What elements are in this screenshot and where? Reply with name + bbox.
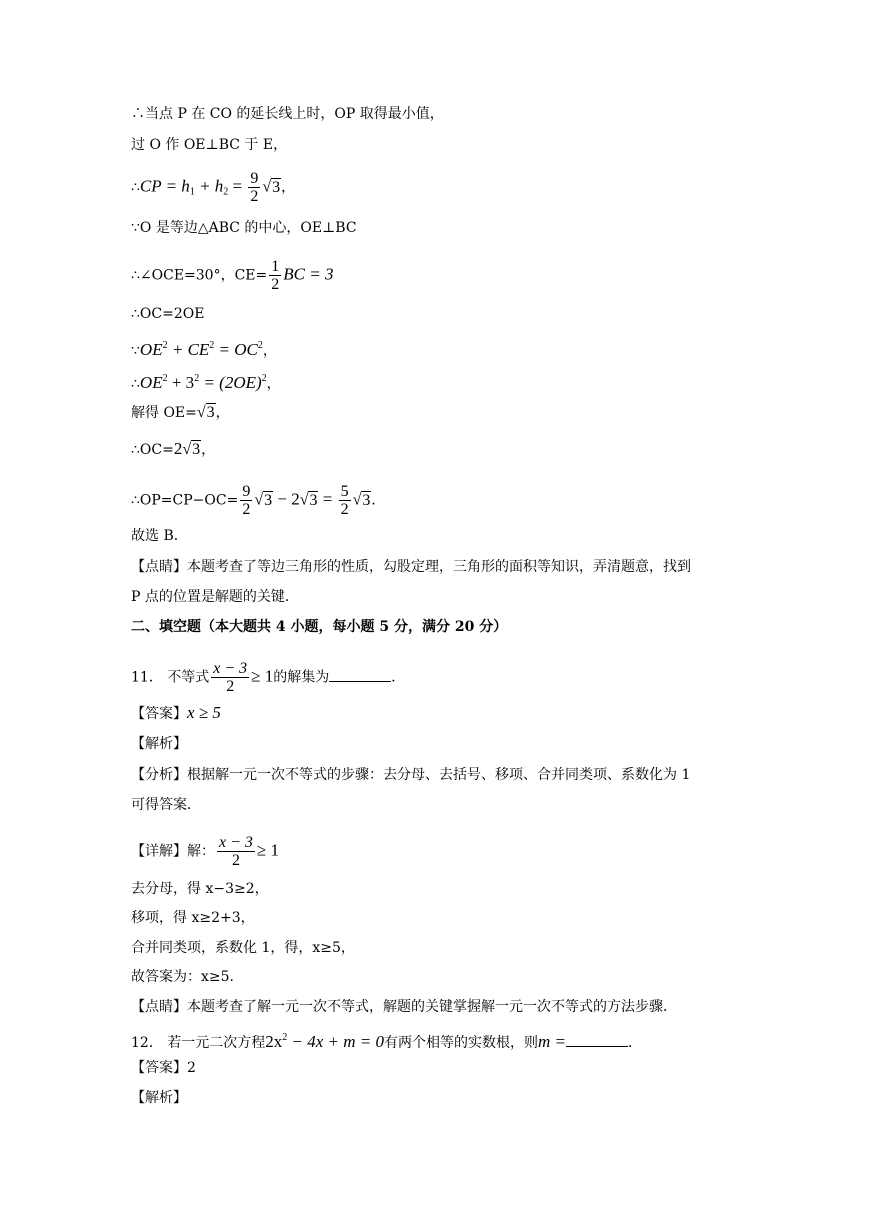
math-text: 2x	[265, 1032, 283, 1051]
math-text: ，	[201, 442, 216, 458]
question-line	[131, 660, 405, 695]
math-text: CP = h	[139, 176, 190, 196]
math-text: ，	[262, 343, 277, 359]
answer-label: 【答案】	[131, 706, 187, 722]
equation-line	[131, 370, 281, 393]
math-text: = (2OE)	[199, 373, 262, 392]
fraction-numerator: 5	[340, 483, 349, 500]
question-text: ．	[628, 1035, 643, 1051]
math-text: ，	[266, 376, 281, 392]
text-line: 【点睛】本题考查了等边三角形的性质，勾股定理，三角形的面积等知识，弄清题意，找到	[131, 559, 691, 575]
equation-line	[131, 483, 385, 518]
text-line: 【解析】	[131, 736, 187, 752]
math-text: ，	[215, 405, 230, 421]
math-text: + CE	[167, 340, 210, 359]
radicand: 3	[264, 491, 273, 509]
math-text: + h	[194, 176, 224, 196]
text-line: 【答案】2	[131, 1060, 196, 1076]
math-text: 【详解】解：	[131, 843, 215, 860]
math-text: 2	[194, 373, 200, 384]
math-text: = OC	[214, 340, 258, 359]
math-text: 2	[223, 186, 229, 198]
fraction-denominator: 2	[226, 678, 235, 695]
fraction-denominator: 2	[231, 852, 240, 869]
fraction-numerator: 1	[271, 258, 280, 275]
fraction-denominator: 2	[271, 276, 280, 293]
question-text: 有两个相等的实数根，则	[384, 1035, 539, 1051]
text-line: ∴OC=2OE	[131, 306, 205, 322]
text-line: 【分析】根据解一元一次不等式的步骤：去分母、去括号、移项、合并同类项、系数化为 1	[131, 767, 691, 783]
equation-line	[131, 170, 295, 205]
math-text: − 4x + m = 0	[287, 1032, 385, 1051]
fraction-denominator: 2	[340, 501, 349, 518]
text-line: ∵O 是等边△ABC 的中心，OE⊥BC	[131, 220, 357, 236]
text-line: 故答案为：x≥5．	[131, 969, 244, 985]
answer-blank	[329, 669, 391, 682]
fraction	[269, 258, 281, 293]
sqrt-expression: √3	[196, 404, 215, 421]
math-text: ≥ 1	[251, 666, 274, 686]
math-text: x ≥ 5	[187, 703, 221, 722]
math-text: 2	[162, 373, 168, 384]
text-line: 移项，得 x≥2+3，	[131, 910, 255, 926]
fraction	[217, 834, 255, 869]
sqrt-expression: √3	[352, 491, 371, 509]
question-text: 的解集为	[273, 669, 330, 686]
math-text: ≥ 1	[256, 840, 279, 860]
math-text: ∴	[131, 376, 140, 392]
section-heading: 二、填空题（本大题共 4 小题，每小题 5 分，满分 20 分）	[131, 619, 508, 635]
math-text: 2	[261, 373, 267, 384]
math-text: − 2	[273, 489, 300, 509]
equation-line	[131, 440, 215, 459]
math-text: =	[318, 489, 337, 509]
fraction-numerator: 9	[250, 170, 259, 187]
fraction-numerator: 9	[242, 483, 251, 500]
text-line: 【点睛】本题考查了解一元一次不等式，解题的关键掌握解一元一次不等式的方法步骤．	[131, 999, 677, 1015]
math-text: OE	[139, 340, 163, 359]
text-line: 去分母，得 x−3≥2，	[131, 881, 269, 897]
radicand: 3	[309, 491, 318, 509]
equation-line	[131, 404, 230, 422]
math-text: ∴	[131, 179, 140, 196]
sqrt-expression: √3	[182, 441, 201, 458]
text-line: 【解析】	[131, 1090, 187, 1106]
question-text: 11． 不等式	[131, 669, 210, 686]
math-text: BC = 3	[283, 264, 334, 284]
fraction-numerator: x − 3	[213, 660, 248, 677]
math-text: ∴∠OCE=30°，CE=	[131, 267, 268, 284]
fraction	[248, 170, 260, 205]
text-line: 过 O 作 OE⊥BC 于 E，	[131, 137, 288, 153]
fraction	[240, 483, 252, 518]
fraction	[339, 483, 351, 518]
equation-line	[131, 337, 277, 360]
question-line	[131, 1029, 642, 1052]
fraction-denominator: 2	[250, 188, 259, 205]
fraction	[211, 660, 249, 695]
question-text: ．	[391, 669, 406, 686]
text-line: ∴当点 P 在 CO 的延长线上时，OP 取得最小值，	[131, 106, 444, 122]
fraction-denominator: 2	[242, 501, 251, 518]
math-text: ∵	[131, 343, 140, 359]
math-text: 2	[209, 340, 215, 351]
radicand: 3	[192, 441, 201, 458]
math-text: m =	[538, 1032, 567, 1051]
math-text: 1	[189, 186, 195, 198]
math-text: 2	[173, 439, 183, 458]
sqrt-expression: √3	[254, 491, 273, 509]
text-line: P 点的位置是解题的关键．	[131, 589, 299, 605]
math-text: ∴OP=CP−OC=	[131, 492, 239, 509]
question-text: 12． 若一元二次方程	[131, 1035, 266, 1051]
math-text: ∴OC=	[131, 442, 174, 458]
answer-line	[131, 704, 221, 723]
radicand: 3	[272, 178, 281, 196]
equation-line	[131, 258, 333, 293]
math-text: ，	[281, 179, 296, 196]
sqrt-expression: √3	[262, 178, 281, 196]
answer-blank	[566, 1034, 628, 1047]
math-text: OE	[139, 373, 163, 392]
text-line: 可得答案．	[131, 797, 201, 813]
math-text: 解得 OE=	[131, 405, 197, 421]
math-text: ．	[371, 492, 386, 509]
math-text: =	[228, 176, 247, 196]
radicand: 3	[362, 491, 371, 509]
fraction-numerator: x − 3	[219, 834, 253, 851]
text-line: 故选 B．	[131, 528, 188, 544]
radicand: 3	[206, 404, 215, 421]
sqrt-expression: √3	[299, 491, 318, 509]
math-text: 2	[162, 340, 168, 351]
math-text: + 3	[167, 373, 195, 392]
math-text: 2	[257, 340, 263, 351]
text-line: 合并同类项，系数化 1，得，x≥5，	[131, 940, 355, 956]
equation-line	[131, 834, 279, 869]
math-text: 2	[282, 1032, 288, 1043]
